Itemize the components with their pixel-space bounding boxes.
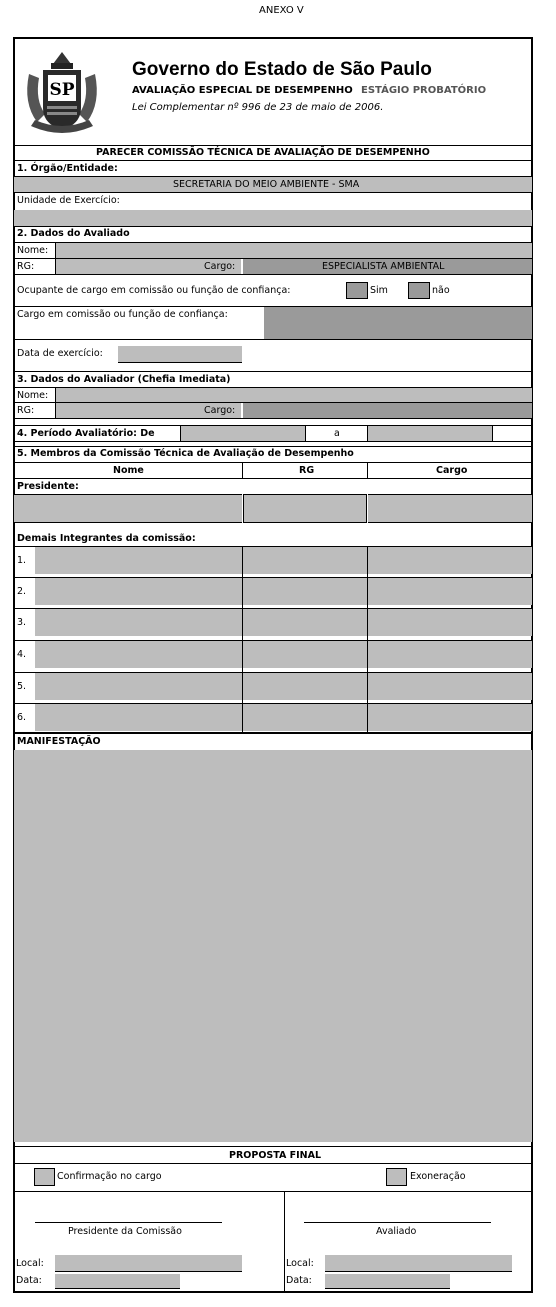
member-rg-field[interactable] <box>243 673 367 700</box>
avaliado-rg-label: RG: <box>17 261 35 272</box>
confirmacao-checkbox[interactable] <box>34 1168 55 1186</box>
col-rg-header: RG <box>299 465 315 476</box>
left-local-field[interactable] <box>55 1255 242 1272</box>
unit-field[interactable] <box>14 210 532 226</box>
member-rg-field[interactable] <box>243 641 367 668</box>
demais-label: Demais Integrantes da comissão: <box>17 533 196 544</box>
member-nome-field[interactable] <box>35 704 242 731</box>
org-value: SECRETARIA DO MEIO AMBIENTE - SMA <box>173 179 360 190</box>
form-heading: PARECER COMISSÃO TÉCNICA DE AVALIAÇÃO DE DESEMPENHO <box>96 147 430 158</box>
presidente-label: Presidente: <box>17 481 79 492</box>
member-nome-field[interactable] <box>35 547 242 574</box>
manifestacao-field[interactable] <box>14 750 532 1142</box>
subtitle-main: AVALIAÇÃO ESPECIAL DE DESEMPENHO <box>132 85 353 96</box>
section3-title: 3. Dados do Avaliador (Chefia Imediata) <box>17 374 231 385</box>
avaliado-name-field[interactable] <box>56 243 532 258</box>
member-nome-field[interactable] <box>35 609 242 636</box>
section2-title: 2. Dados do Avaliado <box>17 228 130 239</box>
avaliador-name-field[interactable] <box>56 388 532 402</box>
member-row-number: 5. <box>17 681 27 692</box>
right-local-label: Local: <box>286 1258 314 1269</box>
right-data-field[interactable] <box>325 1274 450 1289</box>
page-title: Governo do Estado de São Paulo <box>132 59 432 80</box>
presidente-nome-field[interactable] <box>14 494 242 523</box>
sim-label: Sim <box>370 285 388 296</box>
avaliado-name-label: Nome: <box>17 245 49 256</box>
seal-letters: SP <box>49 80 75 100</box>
presidente-rg-field[interactable] <box>243 494 367 523</box>
member-cargo-field[interactable] <box>368 673 532 700</box>
member-row-number: 6. <box>17 712 27 723</box>
member-cargo-field[interactable] <box>368 704 532 731</box>
member-cargo-field[interactable] <box>368 609 532 636</box>
col-cargo-header: Cargo <box>436 465 468 476</box>
avaliado-cargo-label: Cargo: <box>204 261 236 272</box>
member-cargo-field[interactable] <box>368 641 532 668</box>
exoneracao-checkbox[interactable] <box>386 1168 407 1186</box>
presidente-signature-label: Presidente da Comissão <box>68 1226 182 1237</box>
avaliador-rg-label: RG: <box>17 405 35 416</box>
sp-seal-icon <box>21 48 103 134</box>
confirmacao-label: Confirmação no cargo <box>57 1171 162 1182</box>
left-local-label: Local: <box>16 1258 44 1269</box>
left-data-label: Data: <box>16 1275 42 1286</box>
member-rg-field[interactable] <box>243 704 367 731</box>
law-reference: Lei Complementar nº 996 de 23 de maio de 2006. <box>132 102 384 113</box>
ocupante-label: Ocupante de cargo em comissão ou função de confiança: <box>17 285 291 296</box>
proposta-title: PROPOSTA FINAL <box>229 1150 322 1161</box>
avaliado-cargo-value: ESPECIALISTA AMBIENTAL <box>322 261 445 272</box>
periodo-de-field[interactable] <box>181 426 305 441</box>
periodo-a-label: a <box>334 428 340 439</box>
nao-checkbox[interactable] <box>408 282 430 299</box>
member-nome-field[interactable] <box>35 578 242 605</box>
member-cargo-field[interactable] <box>368 547 532 574</box>
unit-label: Unidade de Exercício: <box>17 195 120 206</box>
member-rg-field[interactable] <box>243 578 367 605</box>
section5-title: 5. Membros da Comissão Técnica de Avaliação de Desempenho <box>17 448 354 459</box>
member-row-number: 3. <box>17 617 27 628</box>
member-rg-field[interactable] <box>243 609 367 636</box>
avaliado-signature-label: Avaliado <box>376 1226 417 1237</box>
nao-label: não <box>432 285 450 296</box>
member-nome-field[interactable] <box>35 673 242 700</box>
sim-checkbox[interactable] <box>346 282 368 299</box>
right-data-label: Data: <box>286 1275 312 1286</box>
annex-label: ANEXO V <box>259 5 304 16</box>
avaliador-name-label: Nome: <box>17 390 49 401</box>
cargo-comissao-field[interactable] <box>264 307 532 339</box>
member-row-number: 2. <box>17 586 27 597</box>
data-exercicio-field[interactable] <box>118 346 242 363</box>
periodo-ate-field[interactable] <box>368 426 492 441</box>
avaliador-cargo-field[interactable] <box>243 403 532 418</box>
manifestacao-label: MANIFESTAÇÃO <box>17 736 101 747</box>
member-nome-field[interactable] <box>35 641 242 668</box>
member-cargo-field[interactable] <box>368 578 532 605</box>
member-row-number: 4. <box>17 649 27 660</box>
right-local-field[interactable] <box>325 1255 512 1272</box>
left-data-field[interactable] <box>55 1274 180 1289</box>
avaliador-cargo-label: Cargo: <box>204 405 236 416</box>
presidente-cargo-field[interactable] <box>368 494 532 523</box>
data-exercicio-label: Data de exercício: <box>17 348 103 359</box>
member-rg-field[interactable] <box>243 547 367 574</box>
section4-title: 4. Período Avaliatório: De <box>17 428 155 439</box>
exoneracao-label: Exoneração <box>410 1171 466 1182</box>
section1-title: 1. Órgão/Entidade: <box>17 163 118 174</box>
subtitle-stage: ESTÁGIO PROBATÓRIO <box>361 85 487 96</box>
member-row-number: 1. <box>17 555 27 566</box>
cargo-comissao-label: Cargo em comissão ou função de confiança: <box>17 309 228 320</box>
col-nome-header: Nome <box>113 465 144 476</box>
